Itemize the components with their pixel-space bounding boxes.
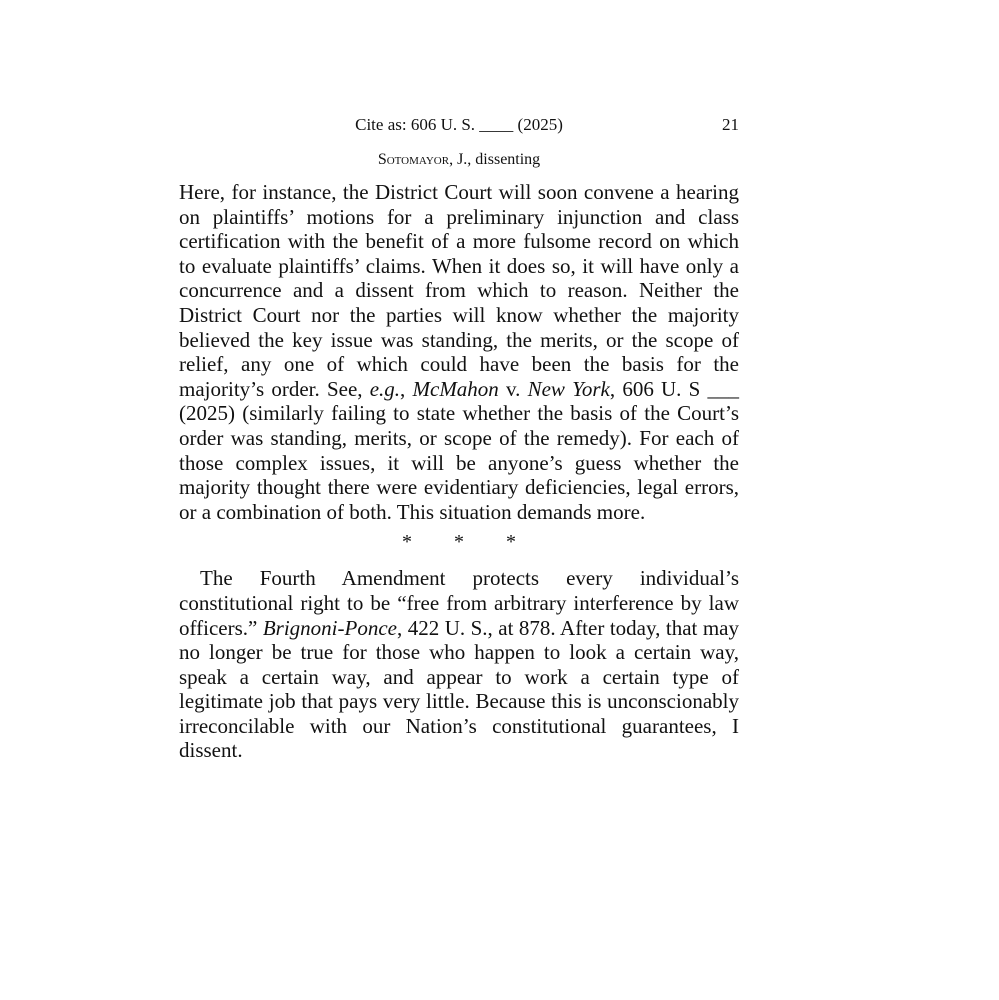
running-head [179, 112, 739, 138]
separator-star: * [402, 531, 412, 554]
opinion-page [179, 112, 739, 763]
page-number: 21 [722, 115, 739, 134]
case-name-new-york: New York [527, 376, 610, 401]
paragraph-2-text-a: The Fourth Amendment protects every individual’s constitutional right to be “free from arbitrary interference by law officers.” [179, 566, 739, 640]
paragraph-2 [179, 566, 739, 763]
separator-star: * [506, 531, 516, 554]
versus: v. [498, 376, 528, 401]
author-name: Sotomayor [377, 151, 450, 168]
paragraph-1 [179, 180, 739, 524]
paragraph-1-text-c: , 606 U. S ___ (2025) (similarly failing to state whether the basis of the Court’s order was standing, merits, or scope of the remedy). For each of those complex issues, it will be anyone’s guess whether the majority thought there were evidentiary deficiencies, legal errors, or a combination of both. This situation demands more. [179, 376, 739, 524]
author-suffix: , J., dissenting [449, 151, 541, 168]
case-name-brignoni-ponce: Brignoni-Ponce [262, 615, 397, 640]
paragraph-1-text-a: Here, for instance, the District Court will soon convene a hearing on plaintiffs’ motions for a preliminary injunction and class certification with the benefit of a more fulsome record on which to evaluate plaintiffs’ claims. When it does so, it will have only a concurrence and a dissent from which to reason. Neither the District Court nor the parties will know whether the majority believed the key issue was standing, the merits, or the scope of relief, any one of which could have been the basis for the majority’s order. See, [179, 180, 739, 401]
eg-citation-signal: e.g. [369, 376, 401, 401]
paragraph-1-text-b: , [400, 376, 413, 401]
citation-line: Cite as: 606 U. S. ____ (2025) [355, 115, 563, 134]
paragraph-2-text-b: , 422 U. S., at 878. After today, that may no longer be true for those who happen to look a certain way, speak a certain way, and appear to work a certain type of legitimate job that pays very little. Because this is unconscionably irreconcilable with our Nation’s constitutional guarantees, I dissent. [179, 615, 739, 763]
separator-star: * [454, 531, 464, 554]
author-line [179, 148, 739, 172]
case-name-mcmahon: McMahon [412, 376, 499, 401]
opinion-body [179, 180, 739, 763]
section-separator [179, 524, 739, 566]
